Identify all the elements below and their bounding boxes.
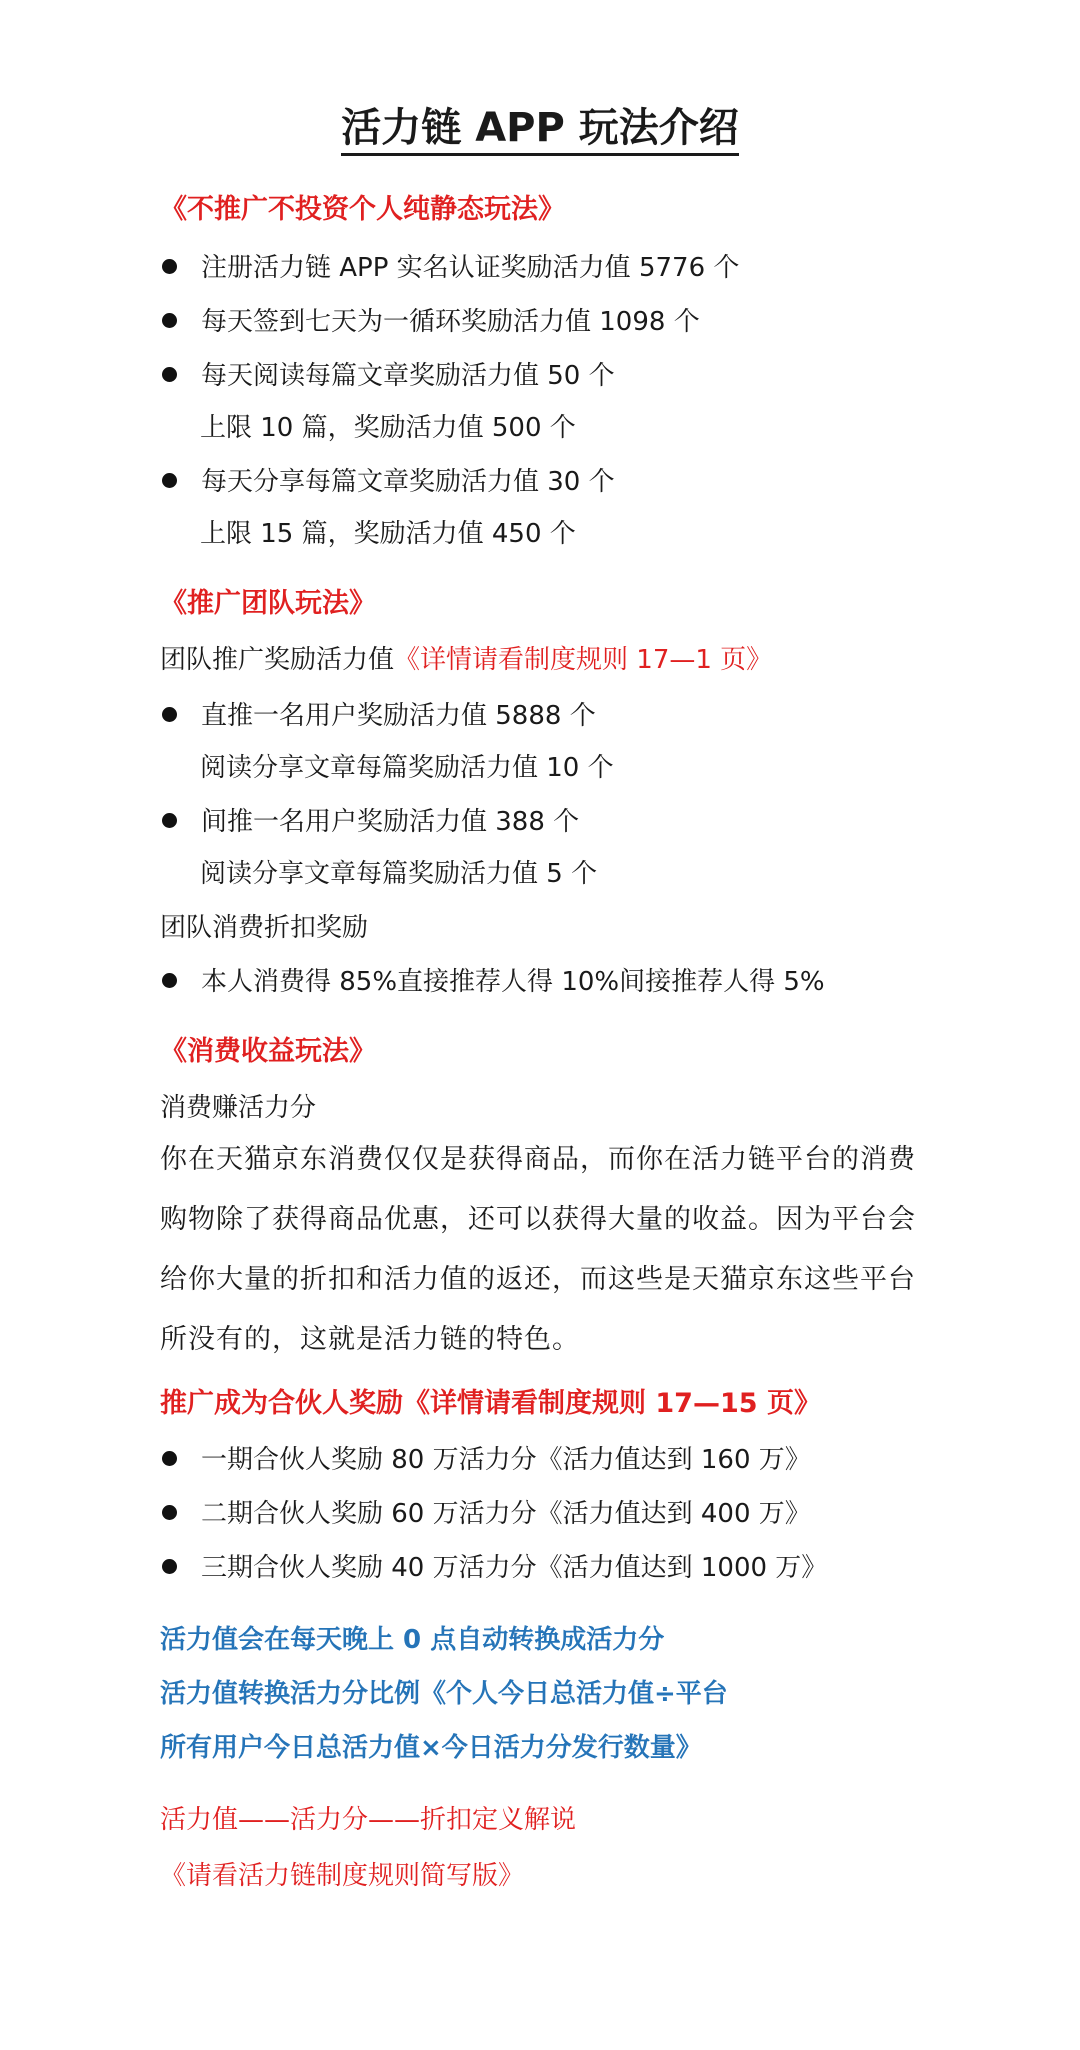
team-item-text: 间推一名用户奖励活力值 388 个 [201,807,580,837]
partner-item-text: 一期合伙人奖励 80 万活力分《活力值达到 160 万》 [201,1445,811,1475]
static-item-share-limit: 上限 15 篇，奖励活力值 450 个 [200,519,576,549]
bullet-dot-icon [162,259,177,274]
static-item-read-limit: 上限 10 篇，奖励活力值 500 个 [200,413,576,443]
bullet-dot-icon [162,973,177,988]
static-item-text: 每天分享每篇文章奖励活力值 30 个 [201,467,615,497]
partner-section-heading: 推广成为合伙人奖励《详情请看制度规则 17—15 页》 [160,1388,821,1419]
team-item-text: 直推一名用户奖励活力值 5888 个 [201,701,596,731]
static-item-register [162,248,739,288]
bullet-dot-icon [162,813,177,828]
partner-item-phase2 [162,1494,811,1534]
static-section-heading: 《不推广不投资个人纯静态玩法》 [160,194,565,225]
bullet-dot-icon [162,1559,177,1574]
team-reward-line [160,640,772,680]
static-item-share [162,462,615,502]
static-item-read [162,356,615,396]
team-section-heading: 《推广团队玩法》 [160,588,376,619]
bullet-dot-icon [162,367,177,382]
team-item-indirect [162,802,579,842]
team-item-direct [162,696,596,736]
convert-line-3: 所有用户今日总活力值×今日活力分发行数量》 [160,1733,702,1763]
define-line-2: 《请看活力链制度规则简写版》 [160,1861,525,1891]
partner-item-text: 二期合伙人奖励 60 万活力分《活力值达到 400 万》 [201,1499,811,1529]
page-title-text: 活力链 APP 玩法介绍 [341,105,738,156]
bullet-dot-icon [162,1451,177,1466]
team-reward-ref: 《详情请看制度规则 17—1 页》 [394,645,773,675]
bullet-dot-icon [162,1505,177,1520]
static-item-text: 每天阅读每篇文章奖励活力值 50 个 [201,361,615,391]
team-discount-text: 本人消费得 85%直接推荐人得 10%间接推荐人得 5% [201,967,825,997]
partner-item-phase3 [162,1548,827,1588]
team-item-indirect-read: 阅读分享文章每篇奖励活力值 5 个 [200,859,598,889]
bullet-dot-icon [162,473,177,488]
define-line-1: 活力值——活力分——折扣定义解说 [160,1805,577,1835]
team-reward-label: 团队推广奖励活力值 [160,645,395,675]
page-title [0,100,1080,156]
static-item-checkin [162,302,700,342]
convert-line-2: 活力值转换活力分比例《个人今日总活力值÷平台 [160,1679,728,1709]
static-item-text: 注册活力链 APP 实名认证奖励活力值 5776 个 [201,253,740,283]
team-item-direct-read: 阅读分享文章每篇奖励活力值 10 个 [200,753,614,783]
team-discount-item [162,962,825,1002]
static-item-text: 每天签到七天为一循环奖励活力值 1098 个 [201,307,700,337]
team-discount-label: 团队消费折扣奖励 [160,913,369,943]
consume-subheading: 消费赚活力分 [160,1093,317,1123]
bullet-dot-icon [162,707,177,722]
convert-line-1: 活力值会在每天晚上 0 点自动转换成活力分 [160,1625,665,1655]
bullet-dot-icon [162,313,177,328]
consume-paragraph: 你在天猫京东消费仅仅是获得商品，而你在活力链平台的消费购物除了获得商品优惠，还可以获得大量的收益。因为平台会给你大量的折扣和活力值的返还，而这些是天猫京东这些平台所没有的，这就是活力链的特色。 [160,1144,916,1355]
partner-item-phase1 [162,1440,811,1480]
partner-item-text: 三期合伙人奖励 40 万活力分《活力值达到 1000 万》 [201,1553,828,1583]
consume-section-heading: 《消费收益玩法》 [160,1036,376,1067]
